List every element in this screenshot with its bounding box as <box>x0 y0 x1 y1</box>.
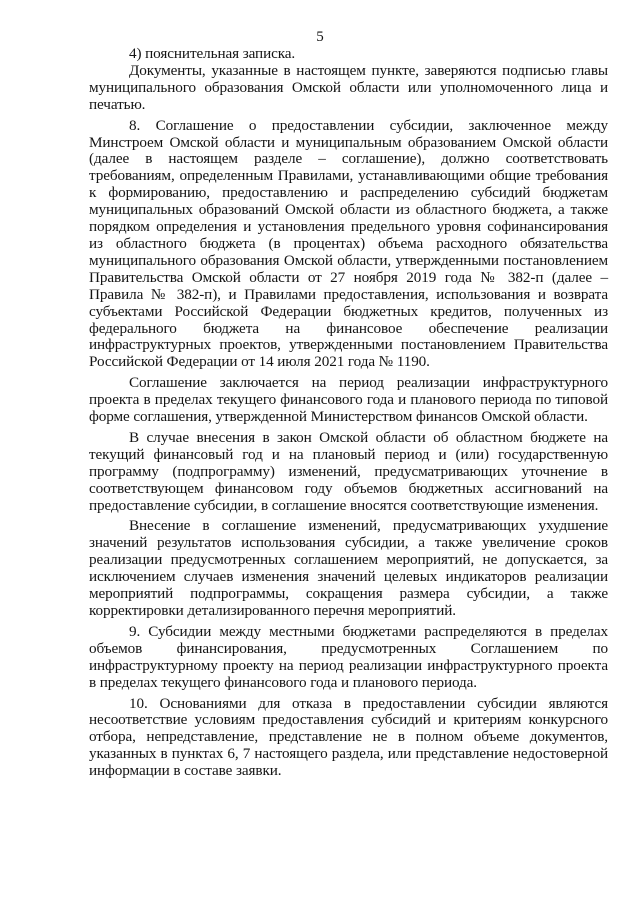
paragraph: Соглашение заключается на период реализации инфраструктурного проекта в пределах текущего финансового года и планового периода по типовой форме соглашения, утвержденной Министерством финансов Омской области. <box>89 374 608 426</box>
page-number: 5 <box>316 29 324 45</box>
paragraph: В случае внесения в закон Омской области об областном бюджете на текущий финансовый год и на плановый период и (или) государственную программу (подпрограмму) изменений, предусматривающих уточнение в соответствующем финансовом году объемов бюджетных ассигнований на предоставление субсидии, в соглашение вносятся соответствующие изменения. <box>89 428 608 514</box>
paragraph: 10. Основаниями для отказа в предоставлении субсидии являются несоответствие условиям предоставления субсидий и критериям конкурсного отбора, непредставление, представление не в полном объеме документов, указанных в пунктах 6, 7 настоящего раздела, или представление недостоверной информации в составе заявки. <box>89 694 608 780</box>
paragraph: Документы, указанные в настоящем пункте, заверяются подписью главы муниципального образования Омской области или уполномоченного лица и печатью. <box>89 61 608 113</box>
paragraph: Внесение в соглашение изменений, предусматривающих ухудшение значений результатов использования субсидии, а также увеличение сроков реализации предусмотренных соглашением мероприятий, не допускается, за исключением случаев изменения значений целевых индикаторов реализации мероприятий подпрограммы, сокращения размера субсидии, а также корректировки детализированного перечня мероприятий. <box>89 517 608 619</box>
document-body <box>89 46 608 780</box>
paragraph: 9. Субсидии между местными бюджетами распределяются в пределах объемов финансирования, предусмотренных Соглашением по инфраструктурному проекту на период реализации инфраструктурного проекта в пределах текущего финансового года и планового периода. <box>89 622 608 691</box>
paragraph: 4) пояснительная записка. <box>129 45 296 62</box>
paragraph: 8. Соглашение о предоставлении субсидии, заключенное между Минстроем Омской области и муниципальным образованием Омской области (далее в настоящем разделе – соглашение), должно соответствовать требованиям, определенным Правилами, устанавливающими общие требования к формированию, предоставлению и распределению субсидий бюджетам муниципальных образований Омской области из областного бюджета, а также порядком определения и установления предельного уровня софинансирования из областного бюджета (в процентах) объема расходного обязательства муниципального образования Омской области, утвержденными постановлением Правительства Омской области от 27 ноября 2019 года № 382-п (далее – Правила № 382-п), и Правилами предоставления, использования и возврата субъектами Российской Федерации бюджетных кредитов, полученных из федерального бюджета на финансовое обеспечение реализации инфраструктурных проектов, утвержденными постановлением Правительства Российской Федерации от 14 июля 2021 года № 1190. <box>89 116 608 371</box>
